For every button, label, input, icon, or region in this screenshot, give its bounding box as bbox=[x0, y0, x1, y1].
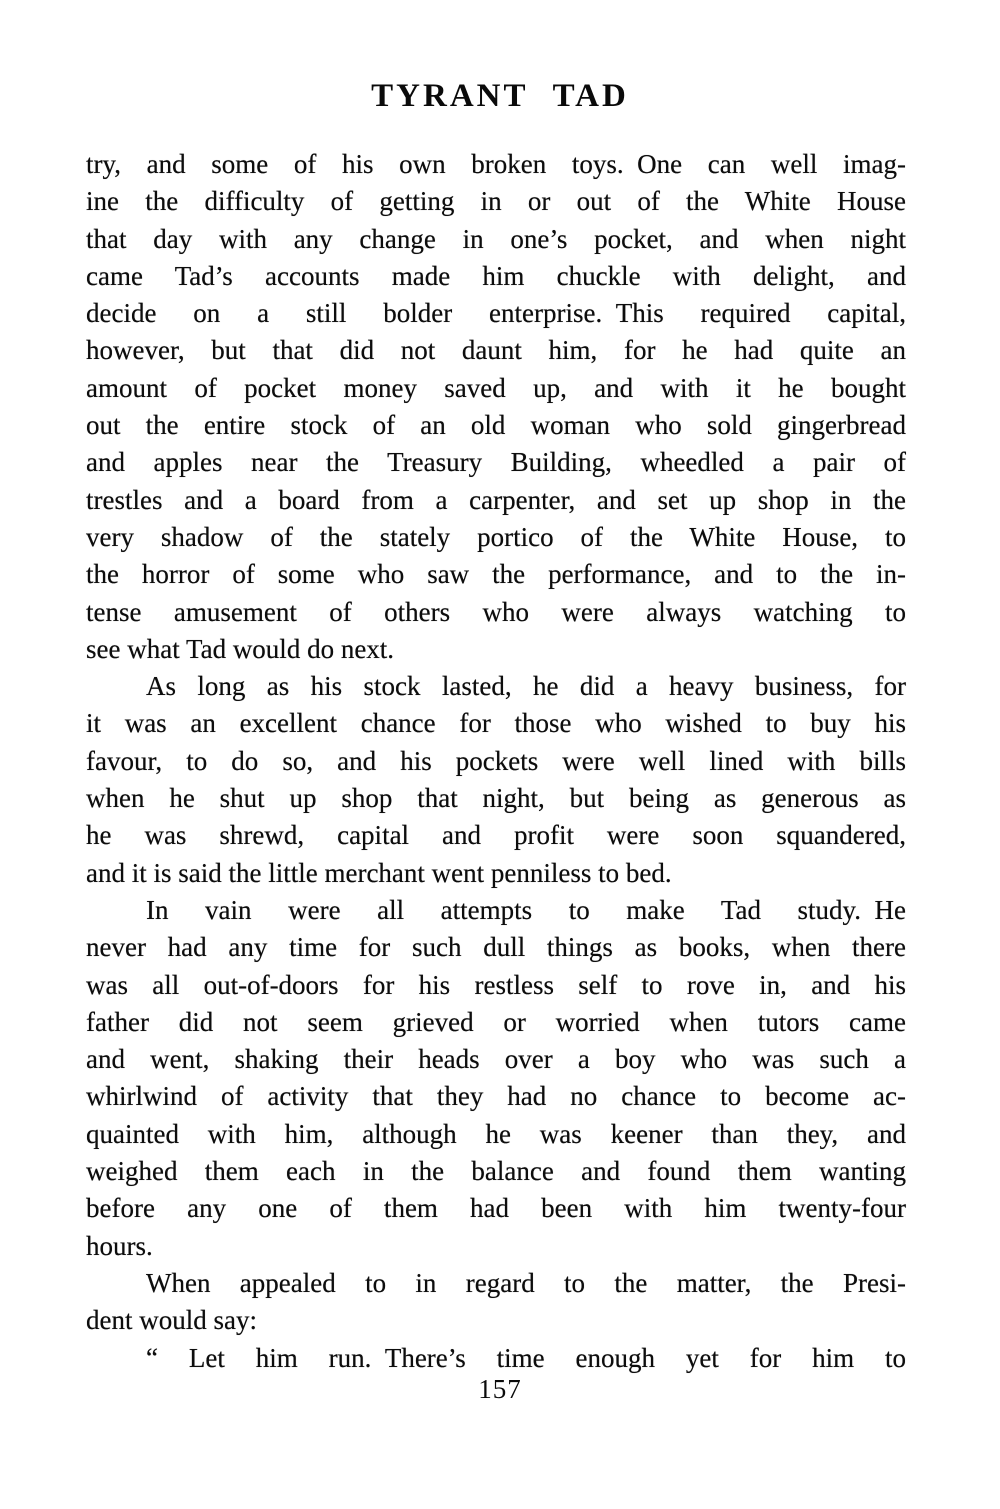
text-line: As long as his stock lasted, he did a heavy business, for bbox=[146, 671, 906, 702]
text-line: decide on a still bolder enterprise. This required capital, bbox=[86, 298, 906, 329]
text-line: ine the difficulty of getting in or out of the White House bbox=[86, 186, 906, 217]
text-line: see what Tad would do next. bbox=[86, 633, 395, 664]
page-title: TYRANT TAD bbox=[371, 78, 629, 114]
text-line: very shadow of the stately portico of the White House, to bbox=[86, 521, 906, 552]
text-line: amount of pocket money saved up, and with it he bought bbox=[86, 372, 906, 403]
text-line: and apples near the Treasury Building, wheedled a pair of bbox=[86, 447, 906, 478]
text-line: it was an excellent chance for those who wished to buy his bbox=[86, 708, 906, 739]
text-line: came Tad’s accounts made him chuckle with delight, and bbox=[86, 260, 906, 291]
text-line: never had any time for such dull things as books, when there bbox=[86, 932, 906, 963]
text-line: father did not seem grieved or worried when tutors came bbox=[86, 1006, 906, 1037]
text-line: favour, to do so, and his pockets were well lined with bills bbox=[86, 745, 906, 776]
text-line: dent would say: bbox=[86, 1305, 257, 1336]
text-line: quainted with him, although he was keener than they, and bbox=[86, 1118, 906, 1149]
text-line: “ Let him run. There’s time enough yet for him to bbox=[146, 1342, 906, 1373]
text-line: In vain were all attempts to make Tad study. He bbox=[146, 894, 906, 925]
text-line: he was shrewd, capital and profit were soon squandered, bbox=[86, 820, 906, 851]
page-number: 157 bbox=[478, 1374, 522, 1404]
text-line: When appealed to in regard to the matter, the Presi- bbox=[146, 1267, 906, 1298]
text-line: before any one of them had been with him twenty-four bbox=[86, 1193, 906, 1224]
text-line: try, and some of his own broken toys. One can well imag- bbox=[86, 149, 906, 179]
text-block bbox=[86, 146, 906, 1377]
text-line: the horror of some who saw the performance, and to the in- bbox=[86, 559, 906, 590]
text-line: that day with any change in one’s pocket, and when night bbox=[86, 223, 906, 254]
text-line: out the entire stock of an old woman who sold gingerbread bbox=[86, 410, 906, 441]
text-line: hours. bbox=[86, 1230, 153, 1261]
text-line: when he shut up shop that night, but being as generous as bbox=[86, 783, 906, 814]
text-line: and it is said the little merchant went penniless to bed. bbox=[86, 857, 672, 888]
text-line: trestles and a board from a carpenter, and set up shop in the bbox=[86, 484, 906, 515]
text-line: however, but that did not daunt him, for he had quite an bbox=[86, 335, 906, 366]
text-line: whirlwind of activity that they had no chance to become ac- bbox=[86, 1081, 906, 1112]
text-line: and went, shaking their heads over a boy who was such a bbox=[86, 1044, 906, 1075]
text-line: was all out-of-doors for his restless self to rove in, and his bbox=[86, 969, 906, 1000]
text-line: tense amusement of others who were always watching to bbox=[86, 596, 906, 627]
text-line: weighed them each in the balance and found them wanting bbox=[86, 1156, 906, 1187]
